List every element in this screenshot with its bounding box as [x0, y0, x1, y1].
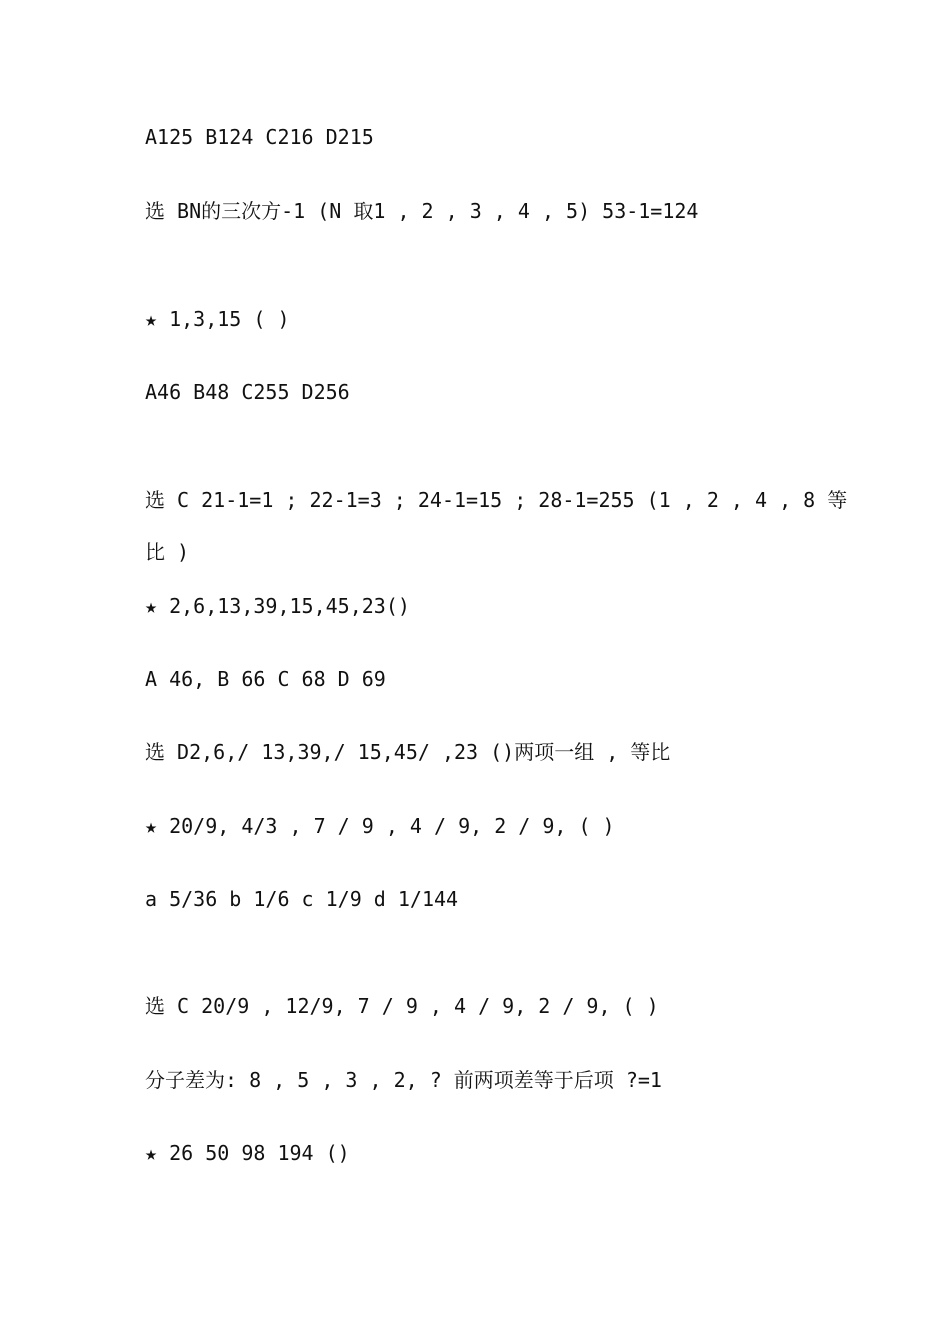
text-line: 选 D2,6,/ 13,39,/ 15,45/ ,23 ()两项一组 , 等比: [145, 740, 671, 764]
text-line: ★ 1,3,15 ( ): [145, 307, 290, 331]
text-line: 选 C 20/9 , 12/9, 7 / 9 , 4 / 9, 2 / 9, ( ): [145, 994, 659, 1018]
text-line: 选 BN的三次方-1 (N 取1 , 2 , 3 , 4 , 5) 53-1=124: [145, 199, 699, 223]
text-line: 比 ): [145, 540, 190, 564]
text-line: ★ 2,6,13,39,15,45,23(): [145, 594, 410, 618]
text-line: A 46, B 66 C 68 D 69: [145, 667, 386, 691]
text-line: A125 B124 C216 D215: [145, 125, 374, 149]
text-line: a 5/36 b 1/6 c 1/9 d 1/144: [145, 887, 459, 911]
text-line: ★ 20/9, 4/3 , 7 / 9 , 4 / 9, 2 / 9, ( ): [145, 814, 615, 838]
text-line: 选 C 21-1=1 ; 22-1=3 ; 24-1=15 ; 28-1=255 (1 , 2 , 4 , 8 等: [145, 488, 848, 512]
text-line: 分子差为: 8 , 5 , 3 , 2, ? 前两项差等于后项 ?=1: [145, 1068, 662, 1092]
text-line: A46 B48 C255 D256: [145, 380, 350, 404]
text-line: ★ 26 50 98 194 (): [145, 1141, 350, 1165]
